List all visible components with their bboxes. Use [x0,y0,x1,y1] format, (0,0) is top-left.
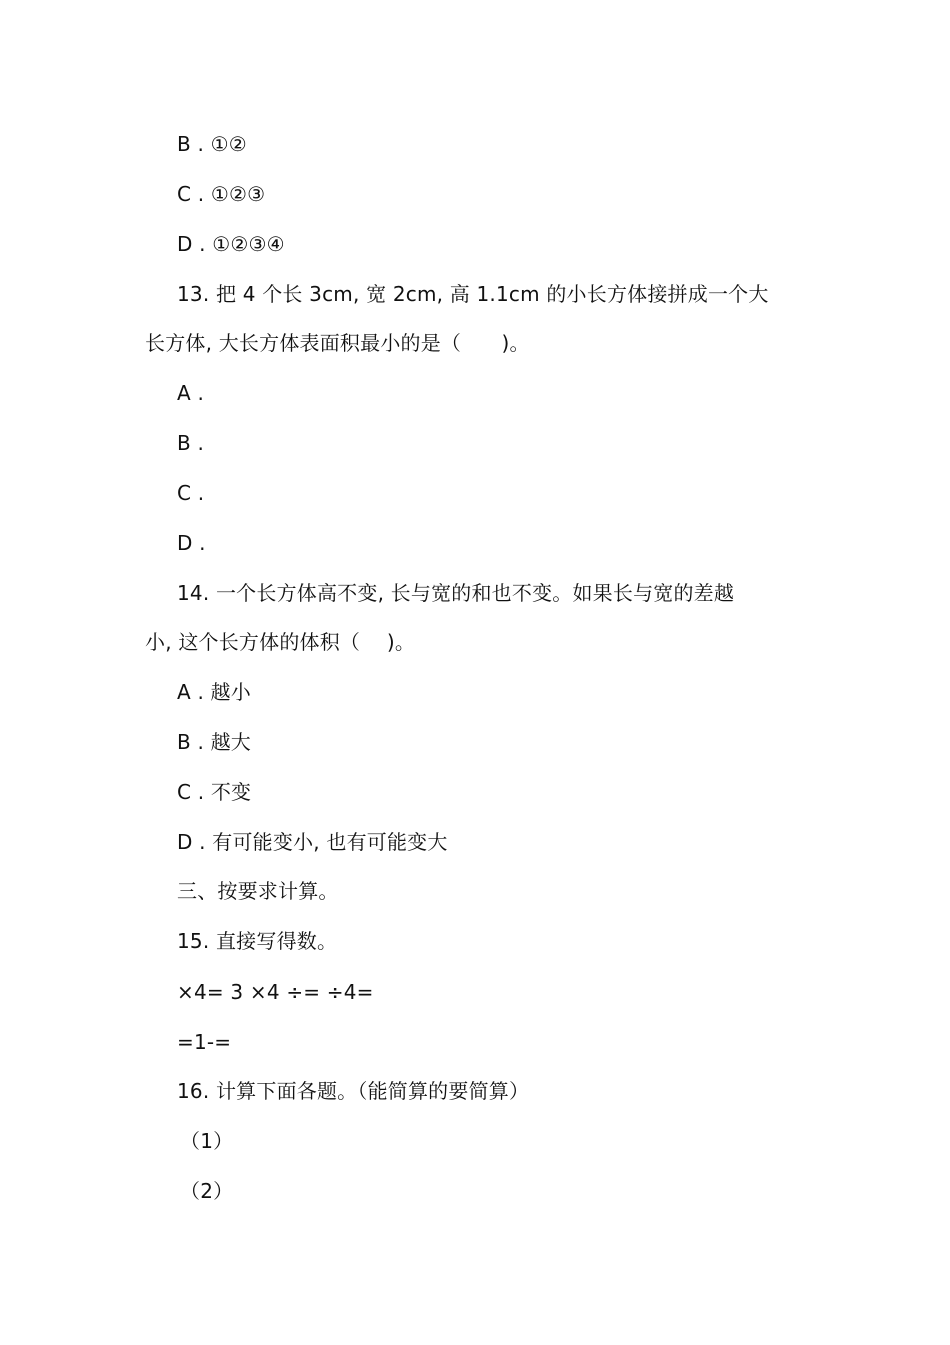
q13-stem-line2: 长方体, 大长方体表面积最小的是（ )。 [145,331,530,355]
q16-item-1: （1） [180,1129,234,1153]
q13-stem-line1: 13. 把 4 个长 3cm, 宽 2cm, 高 1.1cm 的小长方体接拼成一个大 [177,282,769,306]
q14-stem-line2: 小, 这个长方体的体积（ )。 [145,630,416,654]
q14-option-d: D . 有可能变小, 也有可能变大 [177,830,448,854]
section-heading: 三、按要求计算。 [177,879,339,903]
q13-option-d: D . [177,531,206,555]
q12-option-c: C . ①②③ [177,182,266,206]
q12-option-b: B . ①② [177,132,247,156]
q13-option-a: A . [177,381,204,405]
q13-option-b: B . [177,431,205,455]
q14-option-a: A . 越小 [177,680,251,704]
q12-option-d: D . ①②③④ [177,232,285,256]
q13-option-c: C . [177,481,205,505]
q15-expression-line2: =1-= [177,1030,232,1054]
q16-item-2: （2） [180,1179,234,1203]
q14-stem-line1: 14. 一个长方体高不变, 长与宽的和也不变。如果长与宽的差越 [177,581,735,605]
q16-stem: 16. 计算下面各题。（能简算的要简算） [177,1079,530,1103]
q14-option-c: C . 不变 [177,780,252,804]
q15-expression-line1: ×4= 3 ×4 ÷= ÷4= [177,980,374,1004]
q14-option-b: B . 越大 [177,730,251,754]
q15-stem: 15. 直接写得数。 [177,929,338,953]
